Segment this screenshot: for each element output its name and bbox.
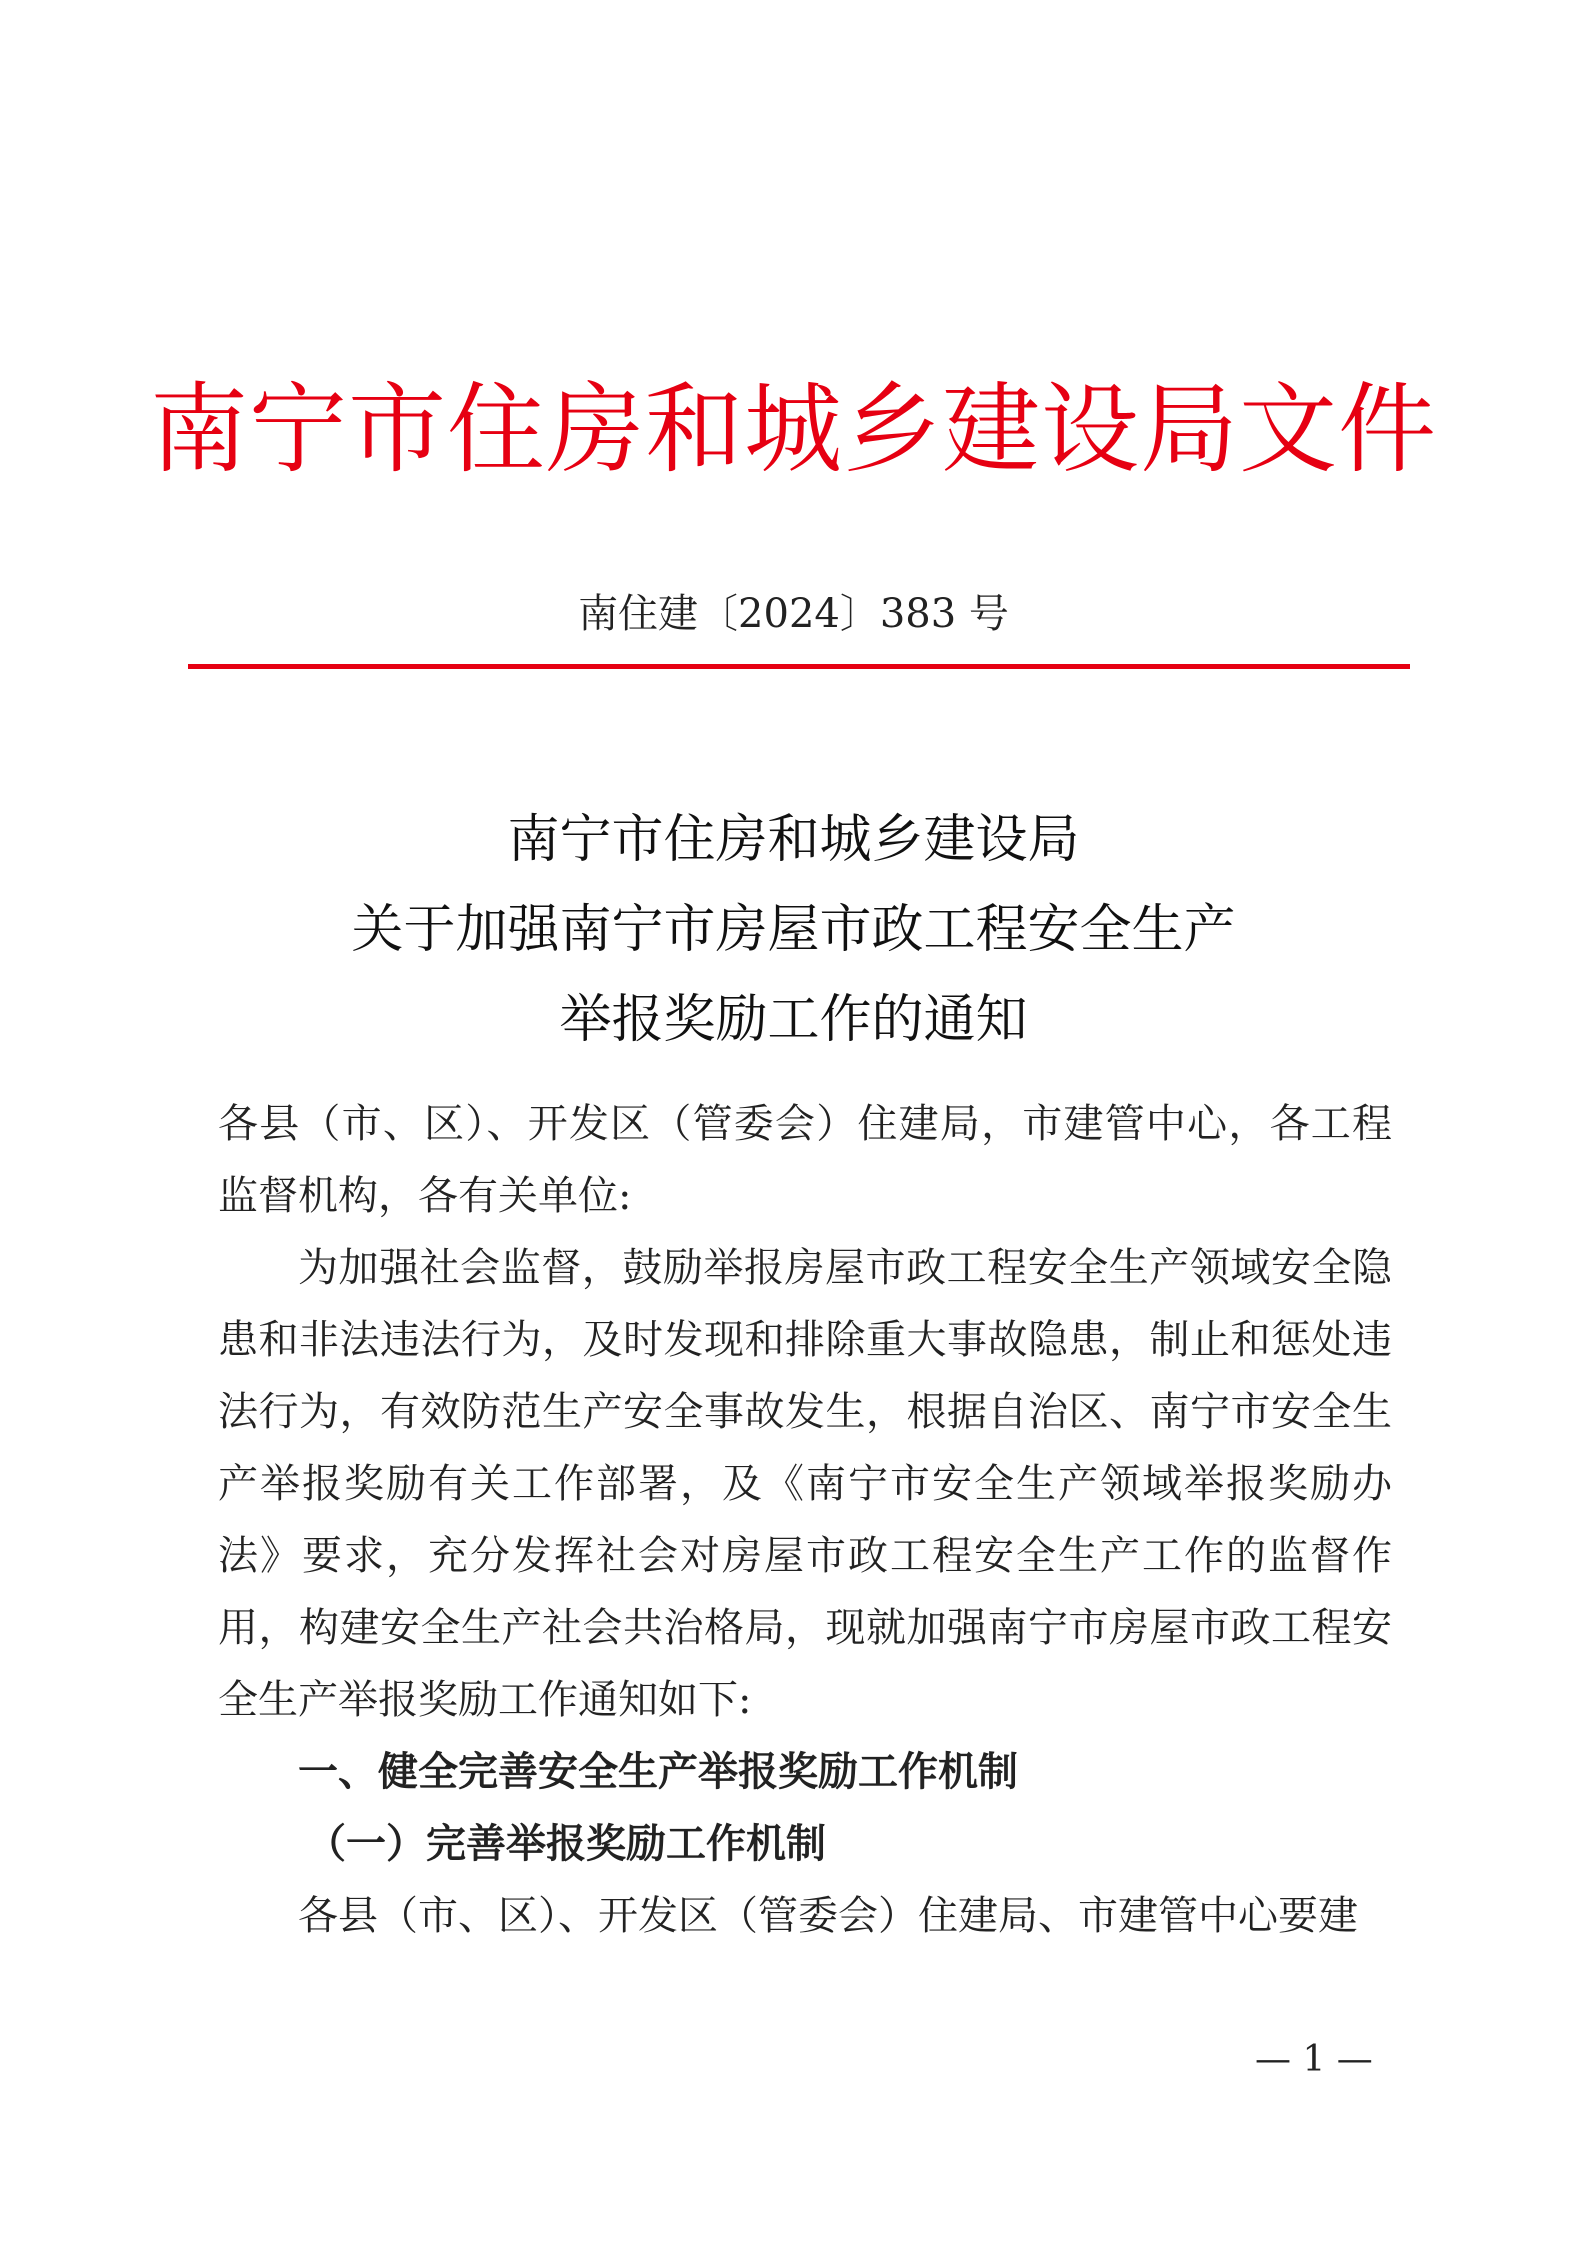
intro-paragraph: 为加强社会监督，鼓励举报房屋市政工程安全生产领域安全隐患和非法违法行为，及时发现和排除重大事故隐患，制止和惩处违法行为，有效防范生产安全事故发生，根据自治区、南宁市安全生产举报奖励有关工作部署，及《南宁市安全生产领域举报奖励办法》要求，充分发挥社会对房屋市政工程安全生产工作的监督作用，构建安全生产社会共治格局，现就加强南宁市房屋市政工程安全生产举报奖励工作通知如下: xyxy=(218,1245,1392,1723)
title-line-2: 关于加强南宁市房屋市政工程安全生产 xyxy=(351,900,1236,960)
document-number: 南住建〔2024〕383 号 xyxy=(578,591,1009,637)
document-body xyxy=(218,1088,1392,1952)
section-1-heading: 一、健全完善安全生产举报奖励工作机制 xyxy=(298,1749,1018,1795)
recipients-paragraph: 各县（市、区）、开发区（管委会）住建局，市建管中心，各工程监督机构，各有关单位: xyxy=(218,1101,1392,1219)
subsection-1-text: 各县（市、区）、开发区（管委会）住建局、市建管中心要建 xyxy=(298,1893,1358,1939)
title-line-3: 举报奖励工作的通知 xyxy=(559,990,1028,1050)
red-divider-line xyxy=(188,664,1410,669)
document-masthead: 南宁市住房和城乡建设局文件 xyxy=(149,373,1437,487)
title-line-1: 南宁市住房和城乡建设局 xyxy=(507,810,1080,870)
subsection-1-heading: （一）完善举报奖励工作机制 xyxy=(306,1820,826,1867)
page-number: — 1 — xyxy=(1255,2039,1373,2080)
document-title xyxy=(0,795,1587,1065)
